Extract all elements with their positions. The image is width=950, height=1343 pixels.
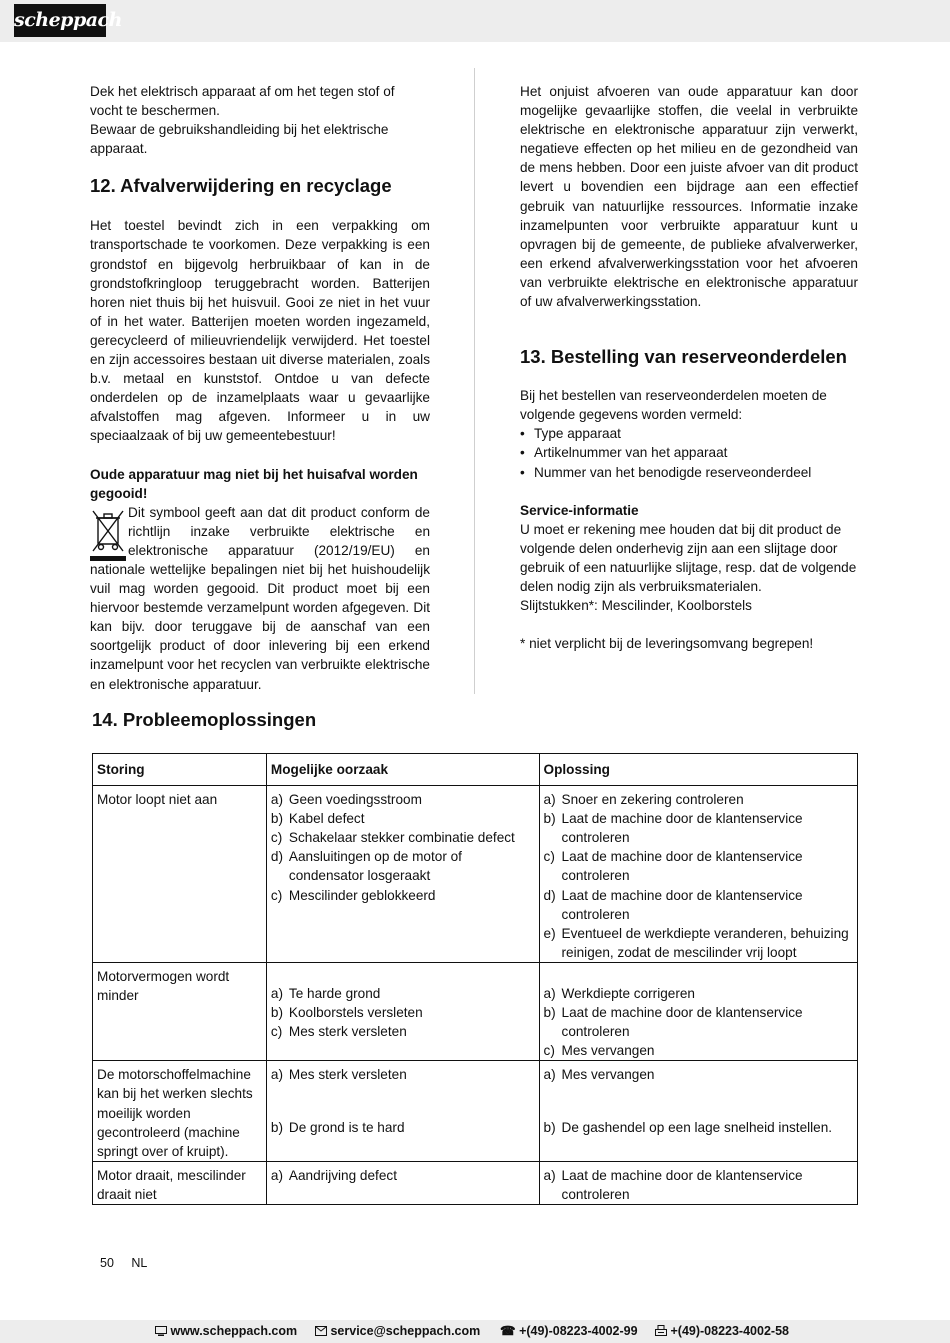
cause-item: c) Mes sterk versleten [270, 1024, 407, 1040]
table-row [93, 1161, 858, 1204]
cause-item: a) Mes sterk versleten [270, 1067, 407, 1083]
top-header-bar [0, 0, 950, 42]
storing-cell: Motorvermogen wordt minder [93, 962, 267, 1060]
weee-block [90, 503, 430, 694]
section-12-body: Het toestel bevindt zich in een verpakking om transportschade te voorkomen. Deze verpakking is een grondstof en bijgevolg herbruikbaar of kan in de grondstofkringloop teruggebracht worden. Batterijen horen niet thuis bij het huisvuil. Gooi ze niet in het vuur of in het water. Batterijen moeten worden ingezameld, gerecycleerd of milieuvriendelijk verwijderd. Het toestel en zijn accessoires bestaan uit diverse materialen, zoals b.v. metaal en kunststof. Ontdoe u van defecte onderdelen op de inzamelplaats waar u gevaarlijke afvalstoffen mag afgeven. Informeer u in uw speciaalzaak of bij uw gemeentebestuur! [90, 218, 430, 444]
solution-item: c) Mes vervangen [543, 1043, 655, 1059]
solution-item: d) Laat de machine door de klantenservice controleren [543, 887, 803, 922]
footer-fax[interactable] [655, 1320, 789, 1343]
solution-item: b) Laat de machine door de klantenservice controleren [543, 1005, 803, 1040]
cause-item: b) Koolborstels versleten [270, 1005, 423, 1021]
list-item: • Nummer van het benodigde reserveonderdeel [520, 463, 858, 482]
footer-phone[interactable] [500, 1320, 638, 1343]
cause-item: c) Schakelaar stekker combinatie defect [270, 830, 515, 846]
solution-cell [539, 1161, 857, 1204]
language-code: NL [131, 1256, 148, 1270]
section-13-intro: Bij het bestellen van reserveonderdelen moeten de volgende gegevens worden vermeld: [520, 388, 827, 423]
solution-cell [539, 786, 857, 963]
cause-item: d) Aansluitingen op de motor of condensator losgeraakt [270, 849, 462, 884]
solution-item: a) Snoer en zekering controleren [543, 792, 744, 808]
section-13-title: 13. Bestelling van reserveonderdelen [520, 346, 847, 368]
cause-cell [266, 786, 539, 963]
solution-item: b) Laat de machine door de klantenservice controleren [543, 811, 803, 846]
table-header-row [93, 754, 858, 786]
table-row [93, 786, 858, 963]
wear-parts: Slijtstukken*: Mescilinder, Koolborstels [520, 598, 752, 614]
service-info-title: Service-informatie [520, 502, 639, 518]
list-item: • Artikelnummer van het apparaat [520, 443, 858, 462]
header-storing: Storing [93, 754, 267, 786]
mail-icon [315, 1326, 327, 1336]
cause-cell [266, 1161, 539, 1204]
weee-text: Dit symbool geeft aan dat dit product conform de richtlijn inzake verbruikte elektrische en elektronische apparatuur (2012/19/EU) en nationale wettelijke bepalingen niet bij het huishoudelijk vuil mag worden gegooid. Dit product moet bij een hiervoor bestemde verzamelpunt worden afgegeven. Dit kan bijv. door teruggave bij de aanschaf van een soortgelijk product of door inlevering bij een erkend inzamelpunt voor het recyclen van verbruikte elektrische en elektronische apparatuur. [90, 504, 430, 692]
troubleshooting-table [92, 753, 858, 1205]
cause-item: b) De grond is te hard [270, 1120, 405, 1136]
solution-item: b) De gashendel op een lage snelheid instellen. [543, 1120, 833, 1136]
solution-cell [539, 1061, 857, 1161]
solution-item: c) Laat de machine door de klantenservice controleren [543, 849, 803, 884]
cause-item: b) Kabel defect [270, 811, 365, 827]
cause-item: c) Mescilinder geblokkeerd [270, 887, 436, 903]
contact-footer-bar [0, 1320, 950, 1343]
solution-item: a) Laat de machine door de klantenservice controleren [543, 1167, 803, 1202]
solution-item: e) Eventueel de werkdiepte veranderen, behuizing reinigen, zodat de mescilinder vrij loopt [543, 925, 849, 960]
footer-web-text: www.scheppach.com [170, 1324, 298, 1338]
section-14-title: 14. Probleemoplossingen [92, 709, 317, 730]
page-number: 50 [100, 1256, 114, 1270]
footnote: * niet verplicht bij de leveringsomvang begrepen! [520, 636, 814, 652]
table-row [93, 1061, 858, 1161]
footer-email-text: service@scheppach.com [330, 1324, 481, 1338]
cause-item: a) Te harde grond [270, 985, 381, 1001]
order-info-list [520, 424, 858, 481]
section-12-title: 12. Afvalverwijdering en recyclage [90, 175, 392, 197]
fax-icon [655, 1325, 667, 1336]
storing-cell: Motor loopt niet aan [93, 786, 267, 963]
solution-item: a) Mes vervangen [543, 1067, 655, 1083]
intro-line-2: Bewaar de gebruikshandleiding bij het elektrische apparaat. [90, 122, 389, 157]
footer-web[interactable] [155, 1320, 297, 1343]
service-info-text: U moet er rekening mee houden dat bij dit product de volgende delen onderhevig zijn aan een slijtage door gebruik of een natuurlijke slijtage, resp. dat de volgende delen nodig zijn als verbruiksmaterialen. [520, 521, 857, 594]
solution-item: a) Werkdiepte corrigeren [543, 985, 695, 1001]
header-cause: Mogelijke oorzaak [266, 754, 539, 786]
intro-line-1: Dek het elektrisch apparaat af om het tegen stof of vocht te beschermen. [90, 84, 395, 119]
table-row [93, 962, 858, 1060]
monitor-icon [155, 1326, 167, 1336]
footer-phone-text: +(49)-08223-4002-99 [519, 1324, 638, 1338]
phone-icon: ☎ [500, 1324, 516, 1338]
page-footer-number [100, 1256, 161, 1270]
header-solution: Oplossing [539, 754, 857, 786]
footer-fax-text: +(49)-08223-4002-58 [670, 1324, 789, 1338]
cause-cell [266, 962, 539, 1060]
scheppach-logo: scheppach [14, 4, 106, 37]
warning-title: Oude apparatuur mag niet bij het huisafval worden gegooid! [90, 466, 418, 501]
storing-cell: Motor draait, mescilinder draait niet [93, 1161, 267, 1204]
crossed-bin-icon [90, 507, 126, 563]
right-column [520, 82, 858, 653]
disposal-text: Het onjuist afvoeren van oude apparatuur kan door mogelijke gevaarlijke stoffen, die veelal in verbruikte elektrische en elektronische apparatuur zijn verwerkt, negatieve effecten op het milieu en de gezondheid van de mens hebben. Door een juiste afvoer van dit product levert u bovendien een bijdrage aan een effectief gebruik van natuurlijke ressources. Informatie inzake inzamelpunten voor verbruikte apparatuur kunt u opvragen bij de gemeente, de publieke afvalverwerker, een erkend afvalverwerkingsstation voor het afvoeren van verbruikte elektrische en elektronische apparatuur of uw afvalverwerkingsstation. [520, 84, 858, 310]
left-column [90, 82, 430, 694]
cause-item: a) Aandrijving defect [270, 1167, 397, 1183]
footer-email[interactable] [315, 1320, 480, 1343]
cause-item: a) Geen voedingsstroom [270, 792, 422, 808]
solution-cell [539, 962, 857, 1060]
list-item: • Type apparaat [520, 424, 858, 443]
cause-cell [266, 1061, 539, 1161]
storing-cell: De motorschoffelmachine kan bij het werken slechts moeilijk worden gecontroleerd (machine springt over of kruipt). [93, 1061, 267, 1161]
column-divider [474, 68, 475, 694]
